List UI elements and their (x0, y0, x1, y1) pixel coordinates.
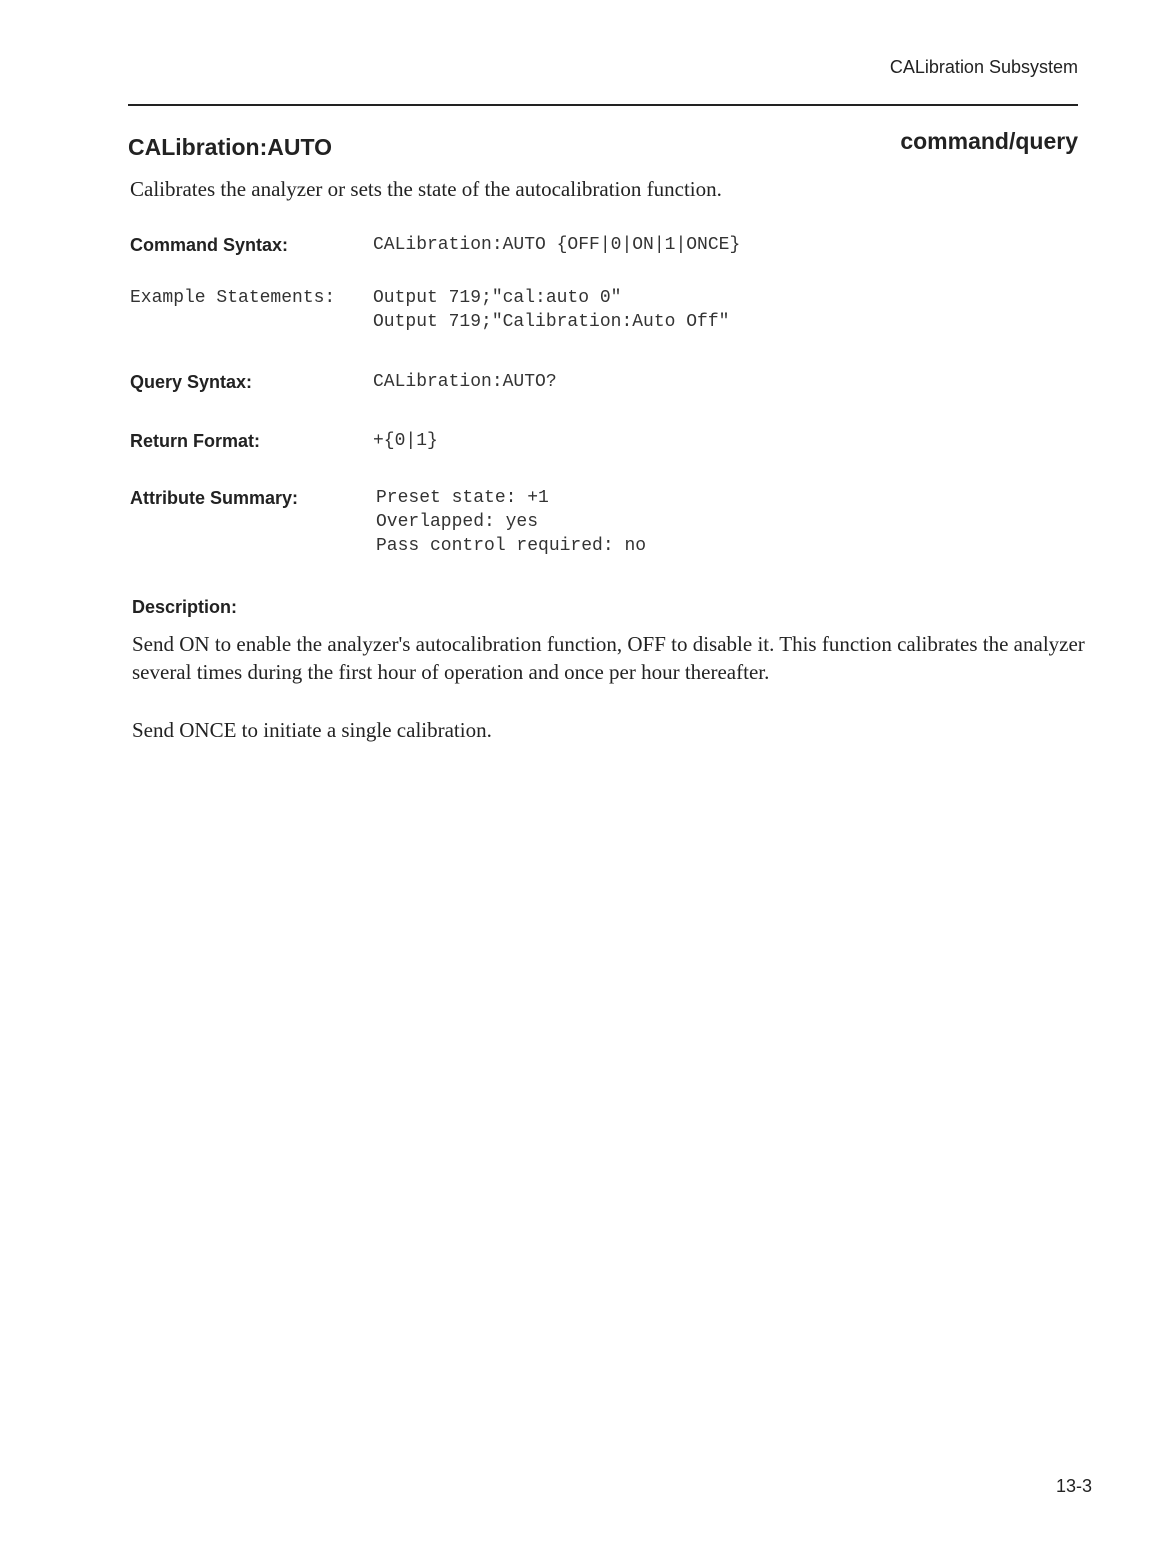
example-statements-value (373, 286, 729, 334)
attribute-line: Pass control required: no (376, 536, 647, 556)
running-header: CALibration Subsystem (889, 57, 1078, 77)
command-syntax-label: Command Syntax: (130, 235, 289, 255)
example-statements-label: Example Statements: (130, 288, 336, 308)
query-syntax-value: CALibration:AUTO? (373, 372, 557, 392)
query-syntax-label: Query Syntax: (130, 372, 253, 392)
page-number: 13-3 (1055, 1476, 1092, 1496)
command-type: command/query (900, 128, 1078, 154)
command-summary: Calibrates the analyzer or sets the state of the autocalibration function. (130, 177, 722, 201)
attribute-line: Overlapped: yes (376, 512, 539, 532)
attribute-line: Preset state: +1 (376, 488, 549, 508)
attribute-summary-label: Attribute Summary: (130, 488, 299, 508)
command-syntax-value: CALibration:AUTO {OFF|0|ON|1|ONCE} (373, 235, 741, 255)
description-paragraph: Send ONCE to initiate a single calibration. (132, 718, 492, 742)
description-paragraph: Send ON to enable the analyzer's autocalibration function, OFF to disable it. This function calibrates the analyzer several times during the first hour of operation and once per hour thereafter. (132, 632, 1085, 684)
attribute-summary-value (376, 486, 646, 558)
description-label: Description: (132, 597, 238, 617)
example-statement-line: Output 719;"Calibration:Auto Off" (373, 312, 730, 332)
return-format-value: +{0|1} (373, 431, 438, 451)
return-format-label: Return Format: (130, 431, 260, 451)
header-rule (128, 104, 1078, 106)
example-statement-line: Output 719;"cal:auto 0" (373, 288, 622, 308)
command-title: CALibration:AUTO (128, 134, 333, 160)
